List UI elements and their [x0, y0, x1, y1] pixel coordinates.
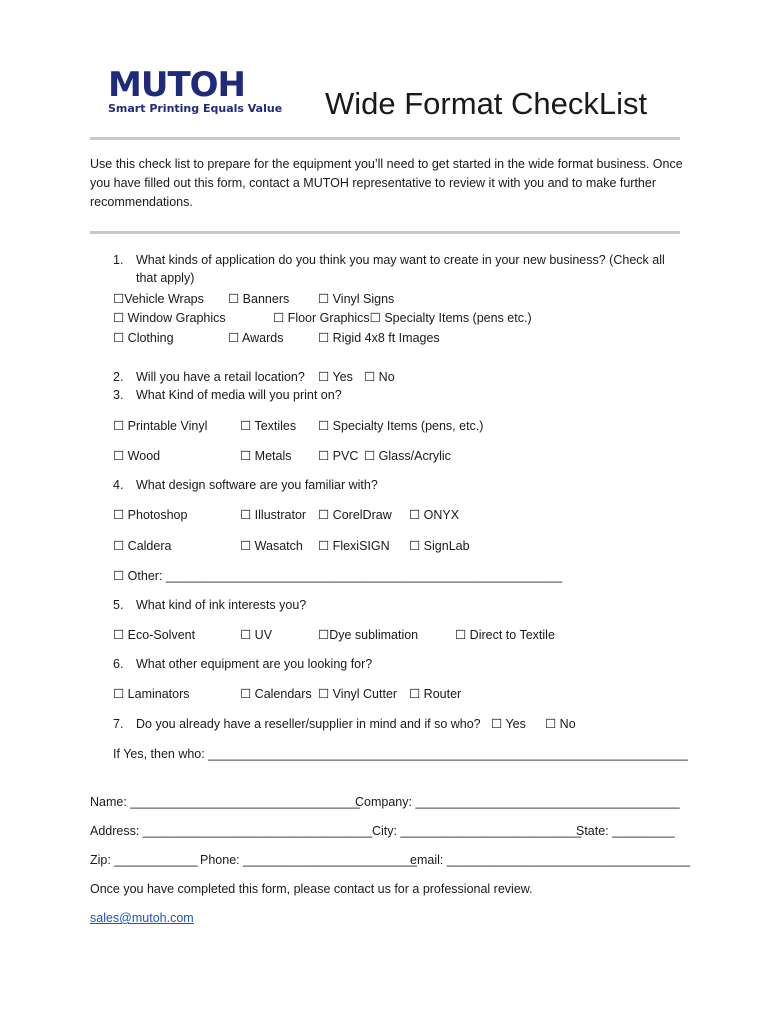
- q4-option-coreldraw[interactable]: ☐ CorelDraw: [318, 508, 392, 522]
- q7-number: 7.: [113, 717, 124, 731]
- q6-option-calendars[interactable]: ☐ Calendars: [240, 687, 312, 701]
- q4-option-flexisign[interactable]: ☐ FlexiSIGN: [318, 539, 390, 553]
- name-field[interactable]: Name: _________________________________: [90, 795, 360, 809]
- sales-email-link[interactable]: sales@mutoh.com: [90, 911, 194, 925]
- q1-option-banners[interactable]: ☐ Banners: [228, 292, 290, 306]
- q6-option-laminators[interactable]: ☐ Laminators: [113, 687, 190, 701]
- logo-tagline: Smart Printing Equals Value: [108, 102, 283, 115]
- q1-option-vehicle-wraps[interactable]: ☐Vehicle Wraps: [113, 292, 204, 306]
- q6-option-vinyl-cutter[interactable]: ☐ Vinyl Cutter: [318, 687, 398, 701]
- q6-number: 6.: [113, 657, 124, 671]
- q7-text: Do you already have a reseller/supplier in mind and if so who?: [136, 717, 481, 731]
- q5-option-dye-sublimation[interactable]: ☐Dye sublimation: [318, 628, 419, 642]
- q4-option-caldera[interactable]: ☐ Caldera: [113, 539, 172, 553]
- q4-text: What design software are you familiar with?: [136, 478, 378, 492]
- q4-option-photoshop[interactable]: ☐ Photoshop: [113, 508, 188, 522]
- q5-option-direct-to-textile[interactable]: ☐ Direct to Textile: [455, 628, 555, 642]
- q4-option-signlab[interactable]: ☐ SignLab: [409, 539, 470, 553]
- closing-text: Once you have completed this form, please contact us for a professional review.: [90, 882, 533, 896]
- address-field[interactable]: Address: _________________________________: [90, 824, 373, 838]
- q1-option-window-graphics[interactable]: ☐ Window Graphics: [113, 311, 226, 325]
- page-title: Wide Format CheckList: [325, 86, 648, 121]
- q4-option-illustrator[interactable]: ☐ Illustrator: [240, 508, 307, 522]
- q3-option-glass-acrylic[interactable]: ☐ Glass/Acrylic: [364, 449, 451, 463]
- q6-text: What other equipment are you looking for?: [136, 657, 373, 671]
- logo-wordmark: MUTOH: [108, 65, 245, 105]
- intro-paragraph: Use this check list to prepare for the equipment you’ll need to get started in the wide format business. Once you have filled out this form, contact a MUTOH representative to review it with you and to make further recommendations.: [90, 157, 683, 209]
- phone-field[interactable]: Phone: _________________________: [200, 853, 417, 867]
- q2-number: 2.: [113, 370, 124, 384]
- q1-option-floor-specialty[interactable]: ☐ Floor Graphics☐ Specialty Items (pens etc.): [273, 311, 532, 325]
- q3-text: What Kind of media will you print on?: [136, 388, 342, 402]
- q1-text-cont: that apply): [136, 271, 195, 285]
- q1-option-clothing[interactable]: ☐ Clothing: [113, 331, 174, 345]
- q4-option-onyx[interactable]: ☐ ONYX: [409, 508, 460, 522]
- intro-divider: [90, 231, 680, 234]
- q4-option-wasatch[interactable]: ☐ Wasatch: [240, 539, 303, 553]
- state-field[interactable]: State: _________: [576, 824, 675, 838]
- q6-option-router[interactable]: ☐ Router: [409, 687, 462, 701]
- q3-option-printable-vinyl[interactable]: ☐ Printable Vinyl: [113, 419, 208, 433]
- q5-option-uv[interactable]: ☐ UV: [240, 628, 273, 642]
- q3-number: 3.: [113, 388, 124, 402]
- q7-option-no[interactable]: ☐ No: [545, 717, 576, 731]
- email-field[interactable]: email: ___________________________________: [410, 853, 691, 867]
- q3-option-metals[interactable]: ☐ Metals: [240, 449, 292, 463]
- q1-option-vinyl-signs[interactable]: ☐ Vinyl Signs: [318, 292, 395, 306]
- zip-field[interactable]: Zip: ____________: [90, 853, 198, 867]
- q5-number: 5.: [113, 598, 124, 612]
- q4-option-other[interactable]: ☐ Other: _________________________________________________________: [113, 569, 563, 583]
- q7-option-yes[interactable]: ☐ Yes: [491, 717, 526, 731]
- q7-if-yes-field[interactable]: If Yes, then who: _____________________________________________________________________: [113, 747, 688, 761]
- company-field[interactable]: Company: ______________________________________: [355, 795, 680, 809]
- header-divider: [90, 137, 680, 140]
- q4-number: 4.: [113, 478, 124, 492]
- q2-option-no[interactable]: ☐ No: [364, 370, 395, 384]
- q3-option-textiles[interactable]: ☐ Textiles: [240, 419, 297, 433]
- city-field[interactable]: City: __________________________: [372, 824, 582, 838]
- q1-option-awards[interactable]: ☐ Awards: [228, 331, 284, 345]
- q1-option-rigid-images[interactable]: ☐ Rigid 4x8 ft Images: [318, 331, 440, 345]
- q3-option-wood[interactable]: ☐ Wood: [113, 449, 161, 463]
- q3-option-specialty-items[interactable]: ☐ Specialty Items (pens, etc.): [318, 419, 484, 433]
- q1-text: What kinds of application do you think you may want to create in your new business? (Check all: [136, 253, 665, 267]
- q2-option-yes[interactable]: ☐ Yes: [318, 370, 353, 384]
- q5-text: What kind of ink interests you?: [136, 598, 307, 612]
- q3-option-pvc[interactable]: ☐ PVC: [318, 449, 359, 463]
- q2-text: Will you have a retail location?: [136, 370, 305, 384]
- q1-number: 1.: [113, 253, 124, 267]
- q5-option-eco-solvent[interactable]: ☐ Eco-Solvent: [113, 628, 196, 642]
